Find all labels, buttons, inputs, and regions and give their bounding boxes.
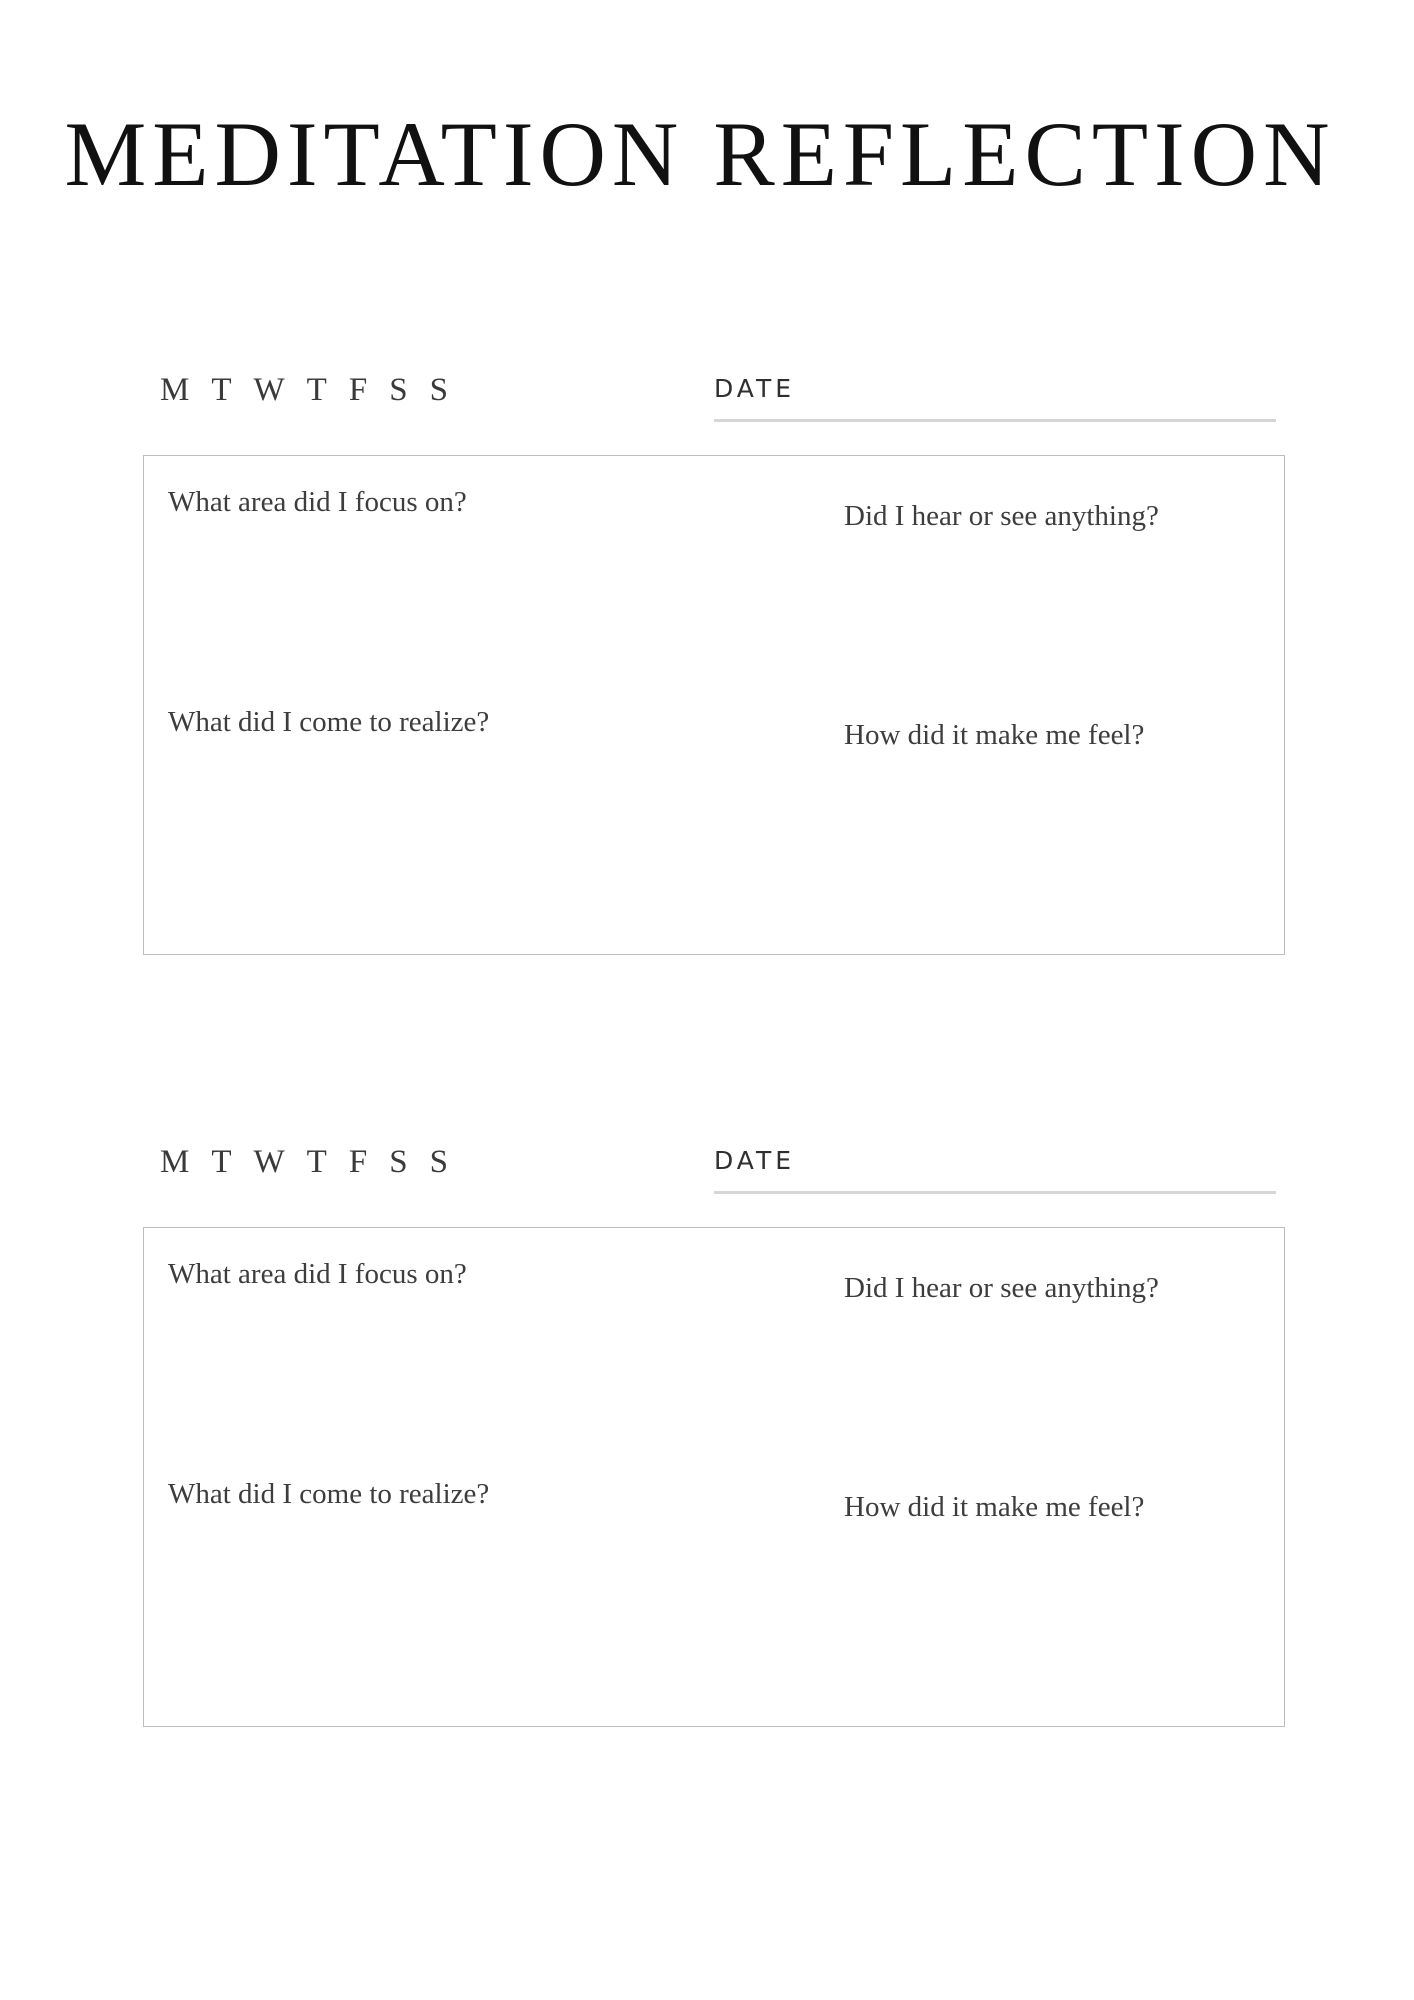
weekday-wednesday[interactable]: W <box>253 1143 285 1180</box>
weekday-monday[interactable]: M <box>160 1143 190 1180</box>
weekday-selector <box>160 370 470 410</box>
weekday-wednesday[interactable]: W <box>253 371 285 408</box>
weekday-selector <box>160 1142 470 1182</box>
date-field[interactable] <box>714 419 1276 422</box>
reflection-entry <box>0 370 1414 990</box>
date-field[interactable] <box>714 1191 1276 1194</box>
prompt-hear-see: Did I hear or see anything? <box>844 1272 1159 1304</box>
weekday-friday[interactable]: F <box>348 371 368 408</box>
prompt-realize: What did I come to realize? <box>168 1478 490 1510</box>
prompt-realize: What did I come to realize? <box>168 706 490 738</box>
prompt-focus: What area did I focus on? <box>168 1258 467 1290</box>
reflection-box[interactable] <box>143 1227 1285 1727</box>
date-label: DATE <box>714 1146 796 1175</box>
weekday-saturday[interactable]: S <box>389 371 408 408</box>
prompt-focus: What area did I focus on? <box>168 486 467 518</box>
weekday-monday[interactable]: M <box>160 371 190 408</box>
reflection-entry <box>0 1142 1414 1762</box>
page-title: MEDITATION REFLECTION <box>64 103 1336 205</box>
date-label: DATE <box>714 374 796 403</box>
weekday-saturday[interactable]: S <box>389 1143 408 1180</box>
prompt-feel: How did it make me feel? <box>844 719 1145 751</box>
prompt-feel: How did it make me feel? <box>844 1491 1145 1523</box>
weekday-tuesday[interactable]: T <box>211 371 232 408</box>
weekday-sunday[interactable]: S <box>429 1143 448 1180</box>
weekday-thursday[interactable]: T <box>306 1143 327 1180</box>
weekday-thursday[interactable]: T <box>306 371 327 408</box>
reflection-box[interactable] <box>143 455 1285 955</box>
weekday-friday[interactable]: F <box>348 1143 368 1180</box>
weekday-sunday[interactable]: S <box>429 371 448 408</box>
weekday-tuesday[interactable]: T <box>211 1143 232 1180</box>
prompt-hear-see: Did I hear or see anything? <box>844 500 1159 532</box>
